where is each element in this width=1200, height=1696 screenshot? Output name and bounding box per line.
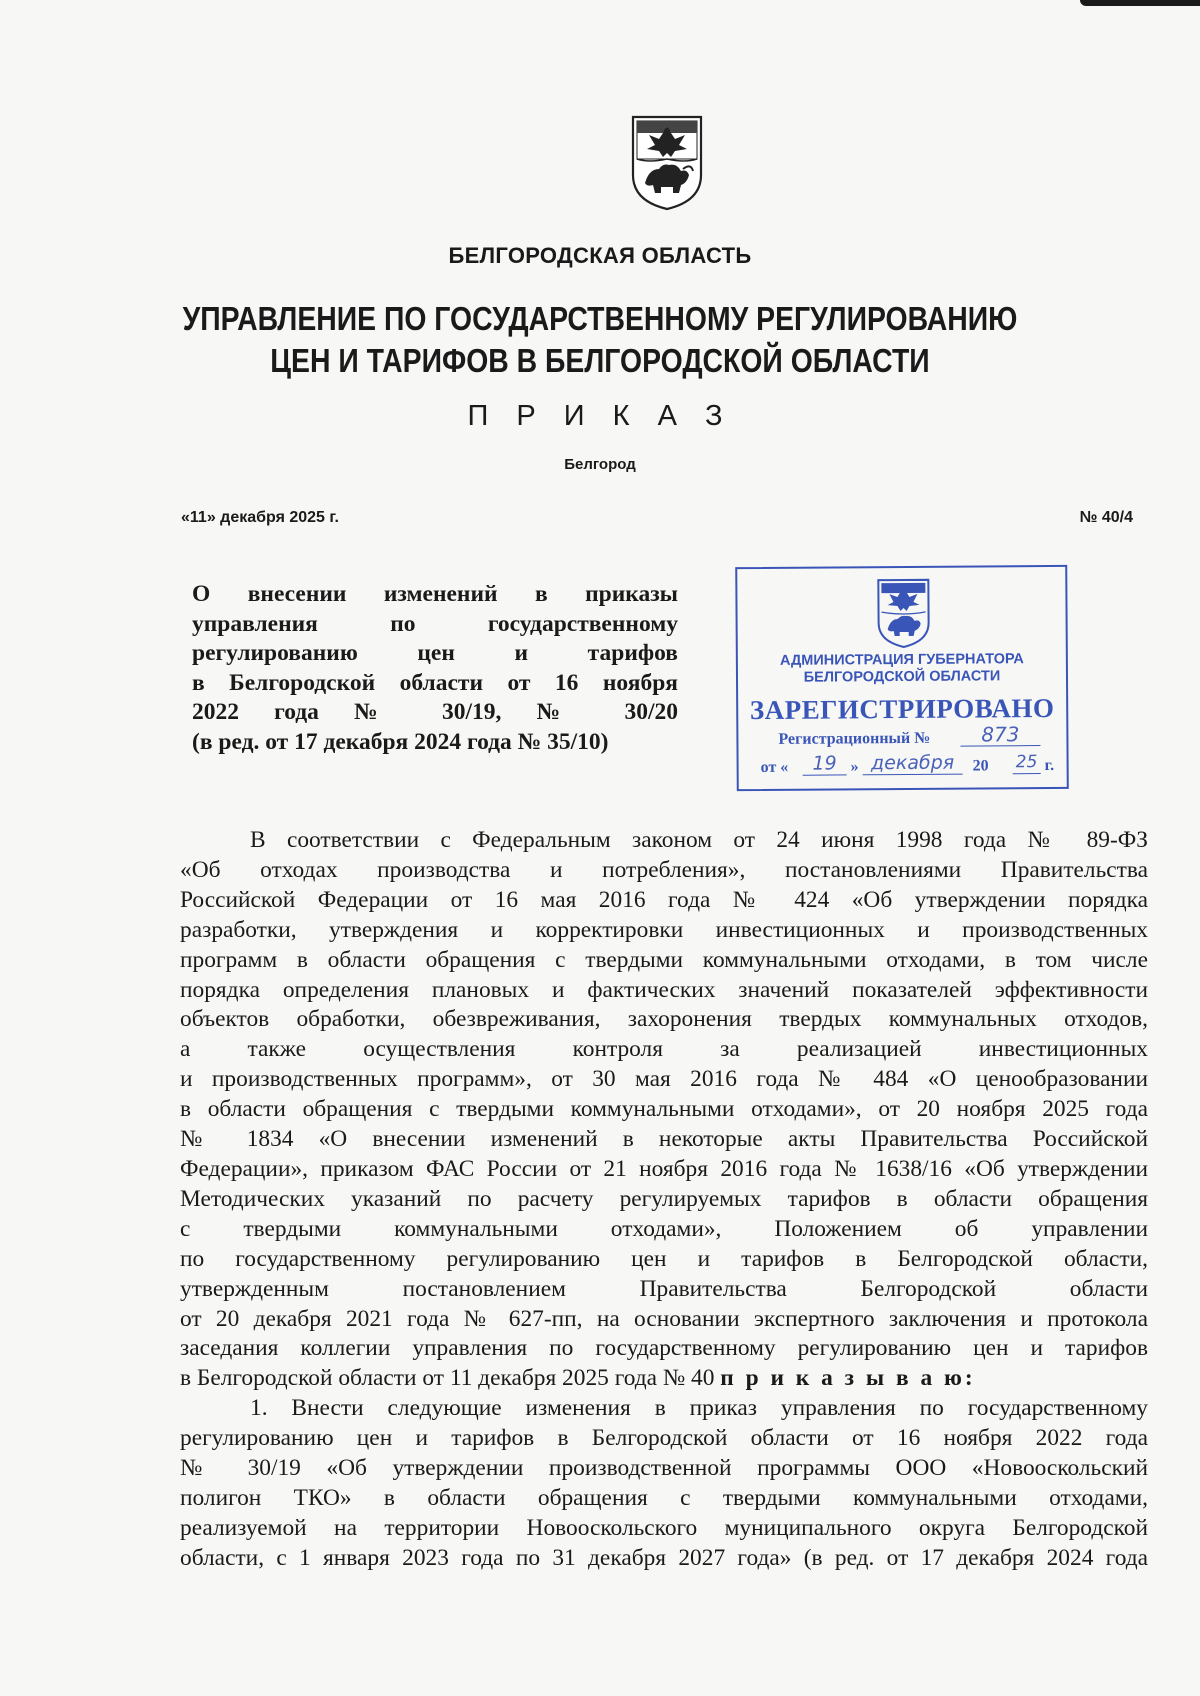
- body-line: в области обращения с твердыми коммунальными отходами», от 20 ноября 2025 года: [180, 1096, 1148, 1123]
- order-word: п р и к а з ы в а ю:: [720, 1365, 976, 1392]
- body-line: Федерации», приказом ФАС России от 21 ноября 2016 года № 1638/16 «Об утверждении: [180, 1155, 1148, 1182]
- subject-line: 2022 года № 30/19, № 30/20: [192, 699, 678, 725]
- subject-line: (в ред. от 17 декабря 2024 года № 35/10): [192, 728, 609, 755]
- stamp-month-handwritten: декабря: [863, 752, 963, 776]
- agency-line-2: ЦЕН И ТАРИФОВ В БЕЛГОРОДСКОЙ ОБЛАСТИ: [270, 342, 930, 379]
- body-line: объектов обработки, обезвреживания, захоронения твердых коммунальных отходов,: [180, 1006, 1148, 1033]
- body-line: от 20 декабря 2021 года № 627-пп, на основании экспертного заключения и протокола: [180, 1305, 1148, 1332]
- body-line: «Об отходах производства и потребления», постановлениями Правительства: [180, 856, 1148, 883]
- body-line: полигон ТКО» в области обращения с твердыми коммунальными отходами,: [180, 1484, 1148, 1511]
- stamp-year-end: г.: [1044, 756, 1055, 775]
- body-line: области, с 1 января 2023 года по 31 декабря 2027 года» (в ред. от 17 декабря 2024 года: [180, 1544, 1148, 1571]
- body-line: заседания коллегии управления по государственному регулированию цен и тарифов: [180, 1335, 1148, 1362]
- stamp-admin-name: [738, 651, 1066, 687]
- subject-line: в Белгородской области от 16 ноября: [192, 669, 678, 696]
- body-line: реализуемой на территории Новооскольского муниципального округа Белгородской: [180, 1514, 1148, 1541]
- agency-name: [84, 298, 1116, 382]
- region-name: БЕЛГОРОДСКАЯ ОБЛАСТЬ: [448, 243, 752, 268]
- stamp-coat-of-arms-icon: [875, 577, 932, 649]
- stamp-year-handwritten: 25: [1013, 751, 1041, 774]
- subject-line: регулированию цен и тарифов: [192, 640, 678, 666]
- body-line: 1. Внести следующие изменения в приказ управления по государственному: [250, 1395, 1148, 1422]
- body-line: программ в области обращения с твердыми коммунальными отходами, в том числе: [180, 946, 1148, 973]
- order-body: [180, 826, 1148, 1574]
- body-line-text: в Белгородской области от 11 декабря 2025 года № 40: [180, 1365, 715, 1392]
- body-line: с твердыми коммунальными отходами», Положением об управлении: [180, 1215, 1148, 1242]
- body-line: по государственному регулированию цен и тарифов в Белгородской области,: [180, 1245, 1148, 1272]
- body-line: регулированию цен и тарифов в Белгородской области от 16 ноября 2022 года: [180, 1425, 1148, 1452]
- order-date: «11» декабря 2025 г.: [181, 509, 339, 526]
- body-line: № 30/19 «Об утверждении производственной программы ООО «Новооскольский: [180, 1455, 1148, 1482]
- body-line: порядка определения плановых и фактических значений показателей эффективности: [180, 976, 1148, 1003]
- subject-line: О внесении изменений в приказы: [192, 581, 678, 607]
- document-type: П Р И К А З: [467, 400, 733, 432]
- order-subject: [192, 580, 678, 757]
- stamp-year-prefix: 20: [972, 757, 989, 775]
- body-line: а также осуществления контроля за реализацией инвестиционных: [180, 1036, 1148, 1063]
- body-line: № 1834 «О внесении изменений в некоторые акты Правительства Российской: [180, 1126, 1148, 1153]
- stamp-registered-label: ЗАРЕГИСТРИРОВАНО: [749, 692, 1055, 726]
- body-line: В соответствии с Федеральным законом от 24 июня 1998 года № 89-ФЗ: [250, 827, 1148, 853]
- stamp-date-prefix: от «: [760, 758, 789, 776]
- scan-edge-mark: [1080, 0, 1200, 6]
- stamp-day-handwritten: 19: [803, 752, 847, 775]
- body-line: Методических указаний по расчету регулируемых тарифов в области обращения: [180, 1185, 1148, 1212]
- body-line: утвержденным постановлением Правительства Белгородской области: [180, 1275, 1148, 1302]
- registration-stamp: [735, 565, 1069, 791]
- order-number: № 40/4: [1079, 509, 1133, 526]
- body-line: и производственных программ», от 30 мая 2016 года № 484 «О ценообразовании: [180, 1066, 1148, 1093]
- coat-of-arms-icon: [629, 113, 705, 211]
- body-line-order-clause: [180, 1364, 1148, 1394]
- agency-line-1: УПРАВЛЕНИЕ ПО ГОСУДАРСТВЕННОМУ РЕГУЛИРОВАНИЮ: [182, 300, 1018, 337]
- stamp-admin-line: АДМИНИСТРАЦИЯ ГУБЕРНАТОРА: [779, 651, 1024, 669]
- stamp-admin-line: БЕЛГОРОДСКОЙ ОБЛАСТИ: [803, 668, 1001, 686]
- stamp-reg-number-label: Регистрационный №: [778, 729, 931, 748]
- body-line: Российской Федерации от 16 мая 2016 года № 424 «Об утверждении порядка: [180, 886, 1148, 913]
- body-line: разработки, утверждения и корректировки инвестиционных и производственных: [180, 916, 1148, 943]
- subject-line: управления по государственному: [192, 610, 678, 637]
- stamp-quote-close: »: [850, 758, 859, 776]
- city: Белгород: [564, 456, 636, 473]
- stamp-reg-number-handwritten: 873: [960, 723, 1040, 747]
